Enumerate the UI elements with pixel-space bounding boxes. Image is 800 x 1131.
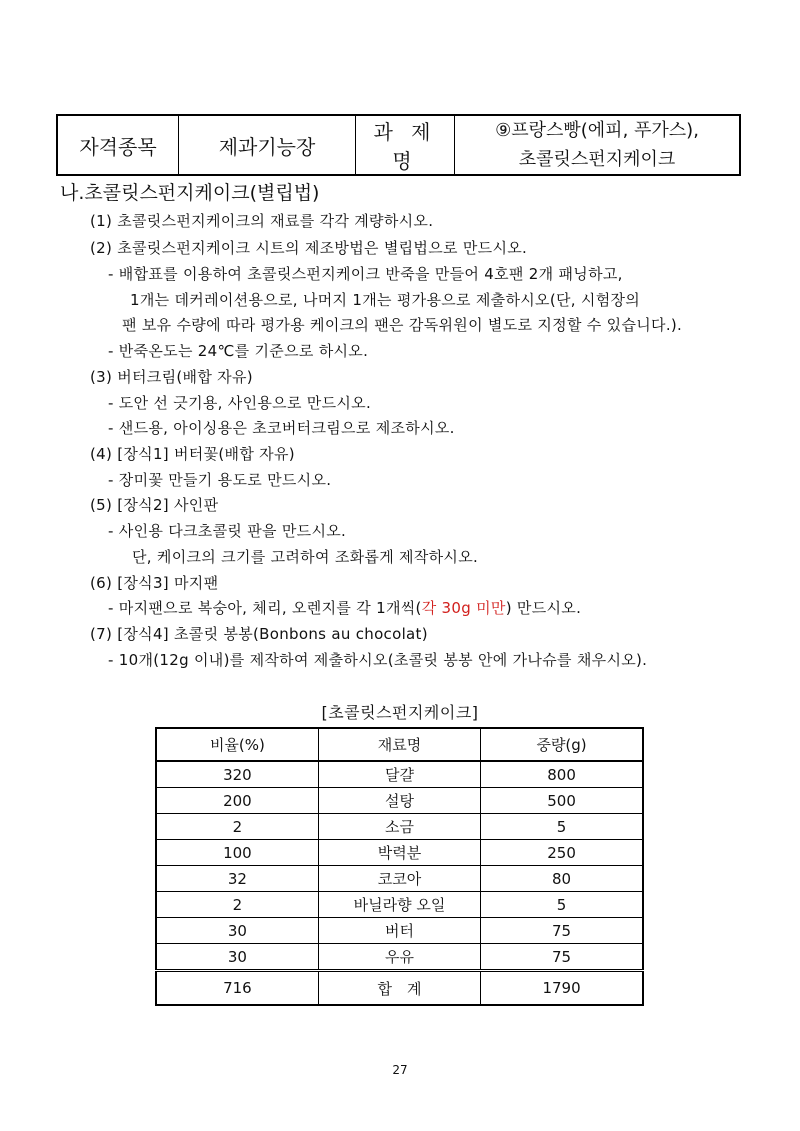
section-title: 나.초콜릿스펀지케이크(별립법) bbox=[60, 182, 320, 204]
weight-cell: 80 bbox=[481, 866, 643, 892]
instruction-3-bullet-2: - 샌드용, 아이싱용은 초코버터크림으로 제조하시오. bbox=[108, 419, 455, 437]
weight-cell: 250 bbox=[481, 840, 643, 866]
instruction-3: (3) 버터크림(배합 자유) bbox=[90, 368, 253, 386]
weight-cell: 75 bbox=[481, 918, 643, 944]
total-weight: 1790 bbox=[481, 971, 643, 1006]
recipe-table bbox=[155, 727, 644, 1006]
ingredient-cell: 코코아 bbox=[318, 866, 480, 892]
ratio-cell: 200 bbox=[156, 788, 318, 814]
weight-cell: 800 bbox=[481, 761, 643, 788]
ratio-cell: 100 bbox=[156, 840, 318, 866]
instruction-6-bullet-1 bbox=[108, 597, 581, 618]
instruction-1: (1) 초콜릿스펀지케이크의 재료를 각각 계량하시오. bbox=[90, 212, 434, 230]
instruction-4: (4) [장식1] 버터꽃(배합 자유) bbox=[90, 445, 295, 463]
table-row bbox=[156, 866, 643, 892]
header-ingredient: 재료명 bbox=[318, 728, 480, 761]
instruction-3-bullet-1: - 도안 선 긋기용, 사인용으로 만드시오. bbox=[108, 394, 372, 412]
instruction-6-text-c: ) 만드시오. bbox=[505, 599, 582, 617]
ingredient-cell: 설탕 bbox=[318, 788, 480, 814]
ratio-cell: 2 bbox=[156, 892, 318, 918]
task-title bbox=[455, 115, 741, 175]
ingredient-cell: 달걀 bbox=[318, 761, 480, 788]
qualification-value: 제과기능장 bbox=[179, 115, 356, 175]
table-row bbox=[156, 918, 643, 944]
instruction-5-bullet-1: - 사인용 다크초콜릿 판을 만드시오. bbox=[108, 522, 347, 540]
header-ratio: 비율(%) bbox=[156, 728, 318, 761]
ingredient-cell: 버터 bbox=[318, 918, 480, 944]
instruction-2-bullet-1-cont2: 팬 보유 수량에 따라 평가용 케이크의 팬은 감독위원이 별도로 지정할 수 있습니다.). bbox=[122, 316, 683, 334]
table-row bbox=[156, 814, 643, 840]
total-label: 합 계 bbox=[318, 971, 480, 1006]
recipe-table-caption: [초콜릿스펀지케이크] bbox=[321, 703, 479, 722]
task-label: 과 제 명 bbox=[356, 115, 455, 175]
instruction-6: (6) [장식3] 마지팬 bbox=[90, 574, 219, 592]
weight-cell: 75 bbox=[481, 944, 643, 971]
weight-limit-highlight: 각 30g 미만 bbox=[421, 599, 506, 617]
qualification-label: 자격종목 bbox=[57, 115, 179, 175]
page-number: 27 bbox=[392, 1063, 408, 1077]
weight-cell: 5 bbox=[481, 892, 643, 918]
instruction-5-bullet-1-cont: 단, 케이크의 크기를 고려하여 조화롭게 제작하시오. bbox=[132, 548, 479, 566]
instruction-2-bullet-1: - 배합표를 이용하여 초콜릿스펀지케이크 반죽을 만들어 4호팬 2개 패닝하고, bbox=[108, 265, 623, 283]
task-title-line2: 초콜릿스펀지케이크 bbox=[518, 149, 676, 170]
table-row bbox=[156, 788, 643, 814]
total-row bbox=[156, 971, 643, 1006]
weight-cell: 500 bbox=[481, 788, 643, 814]
ratio-cell: 32 bbox=[156, 866, 318, 892]
table-row bbox=[156, 944, 643, 971]
ratio-cell: 2 bbox=[156, 814, 318, 840]
table-row bbox=[156, 892, 643, 918]
ratio-cell: 30 bbox=[156, 944, 318, 971]
ingredient-cell: 바닐라향 오일 bbox=[318, 892, 480, 918]
instruction-2: (2) 초콜릿스펀지케이크 시트의 제조방법은 별립법으로 만드시오. bbox=[90, 239, 528, 257]
table-row bbox=[156, 840, 643, 866]
ratio-cell: 30 bbox=[156, 918, 318, 944]
ingredient-cell: 우유 bbox=[318, 944, 480, 971]
table-row bbox=[156, 761, 643, 788]
instruction-2-bullet-1-cont: 1개는 데커레이션용으로, 나머지 1개는 평가용으로 제출하시오(단, 시험장의 bbox=[130, 291, 641, 309]
ingredient-cell: 박력분 bbox=[318, 840, 480, 866]
instruction-7-bullet-1: - 10개(12g 이내)를 제작하여 제출하시오(초콜릿 봉봉 안에 가나슈를 채우시오). bbox=[108, 651, 648, 669]
ratio-cell: 320 bbox=[156, 761, 318, 788]
instruction-7: (7) [장식4] 초콜릿 봉봉(Bonbons au chocolat) bbox=[90, 625, 428, 643]
instruction-2-bullet-2: - 반죽온도는 24℃를 기준으로 하시오. bbox=[108, 342, 369, 360]
exam-header-table bbox=[56, 114, 741, 176]
header-weight: 중량(g) bbox=[481, 728, 643, 761]
instruction-5: (5) [장식2] 사인판 bbox=[90, 496, 219, 514]
total-ratio: 716 bbox=[156, 971, 318, 1006]
recipe-header-row bbox=[156, 728, 643, 761]
instruction-6-text-a: - 마지팬으로 복숭아, 체리, 오렌지를 각 1개씩( bbox=[108, 599, 422, 617]
task-title-line1: ⑨프랑스빵(에피, 푸가스), bbox=[495, 120, 699, 141]
ingredient-cell: 소금 bbox=[318, 814, 480, 840]
weight-cell: 5 bbox=[481, 814, 643, 840]
instruction-4-bullet-1: - 장미꽃 만들기 용도로 만드시오. bbox=[108, 471, 332, 489]
